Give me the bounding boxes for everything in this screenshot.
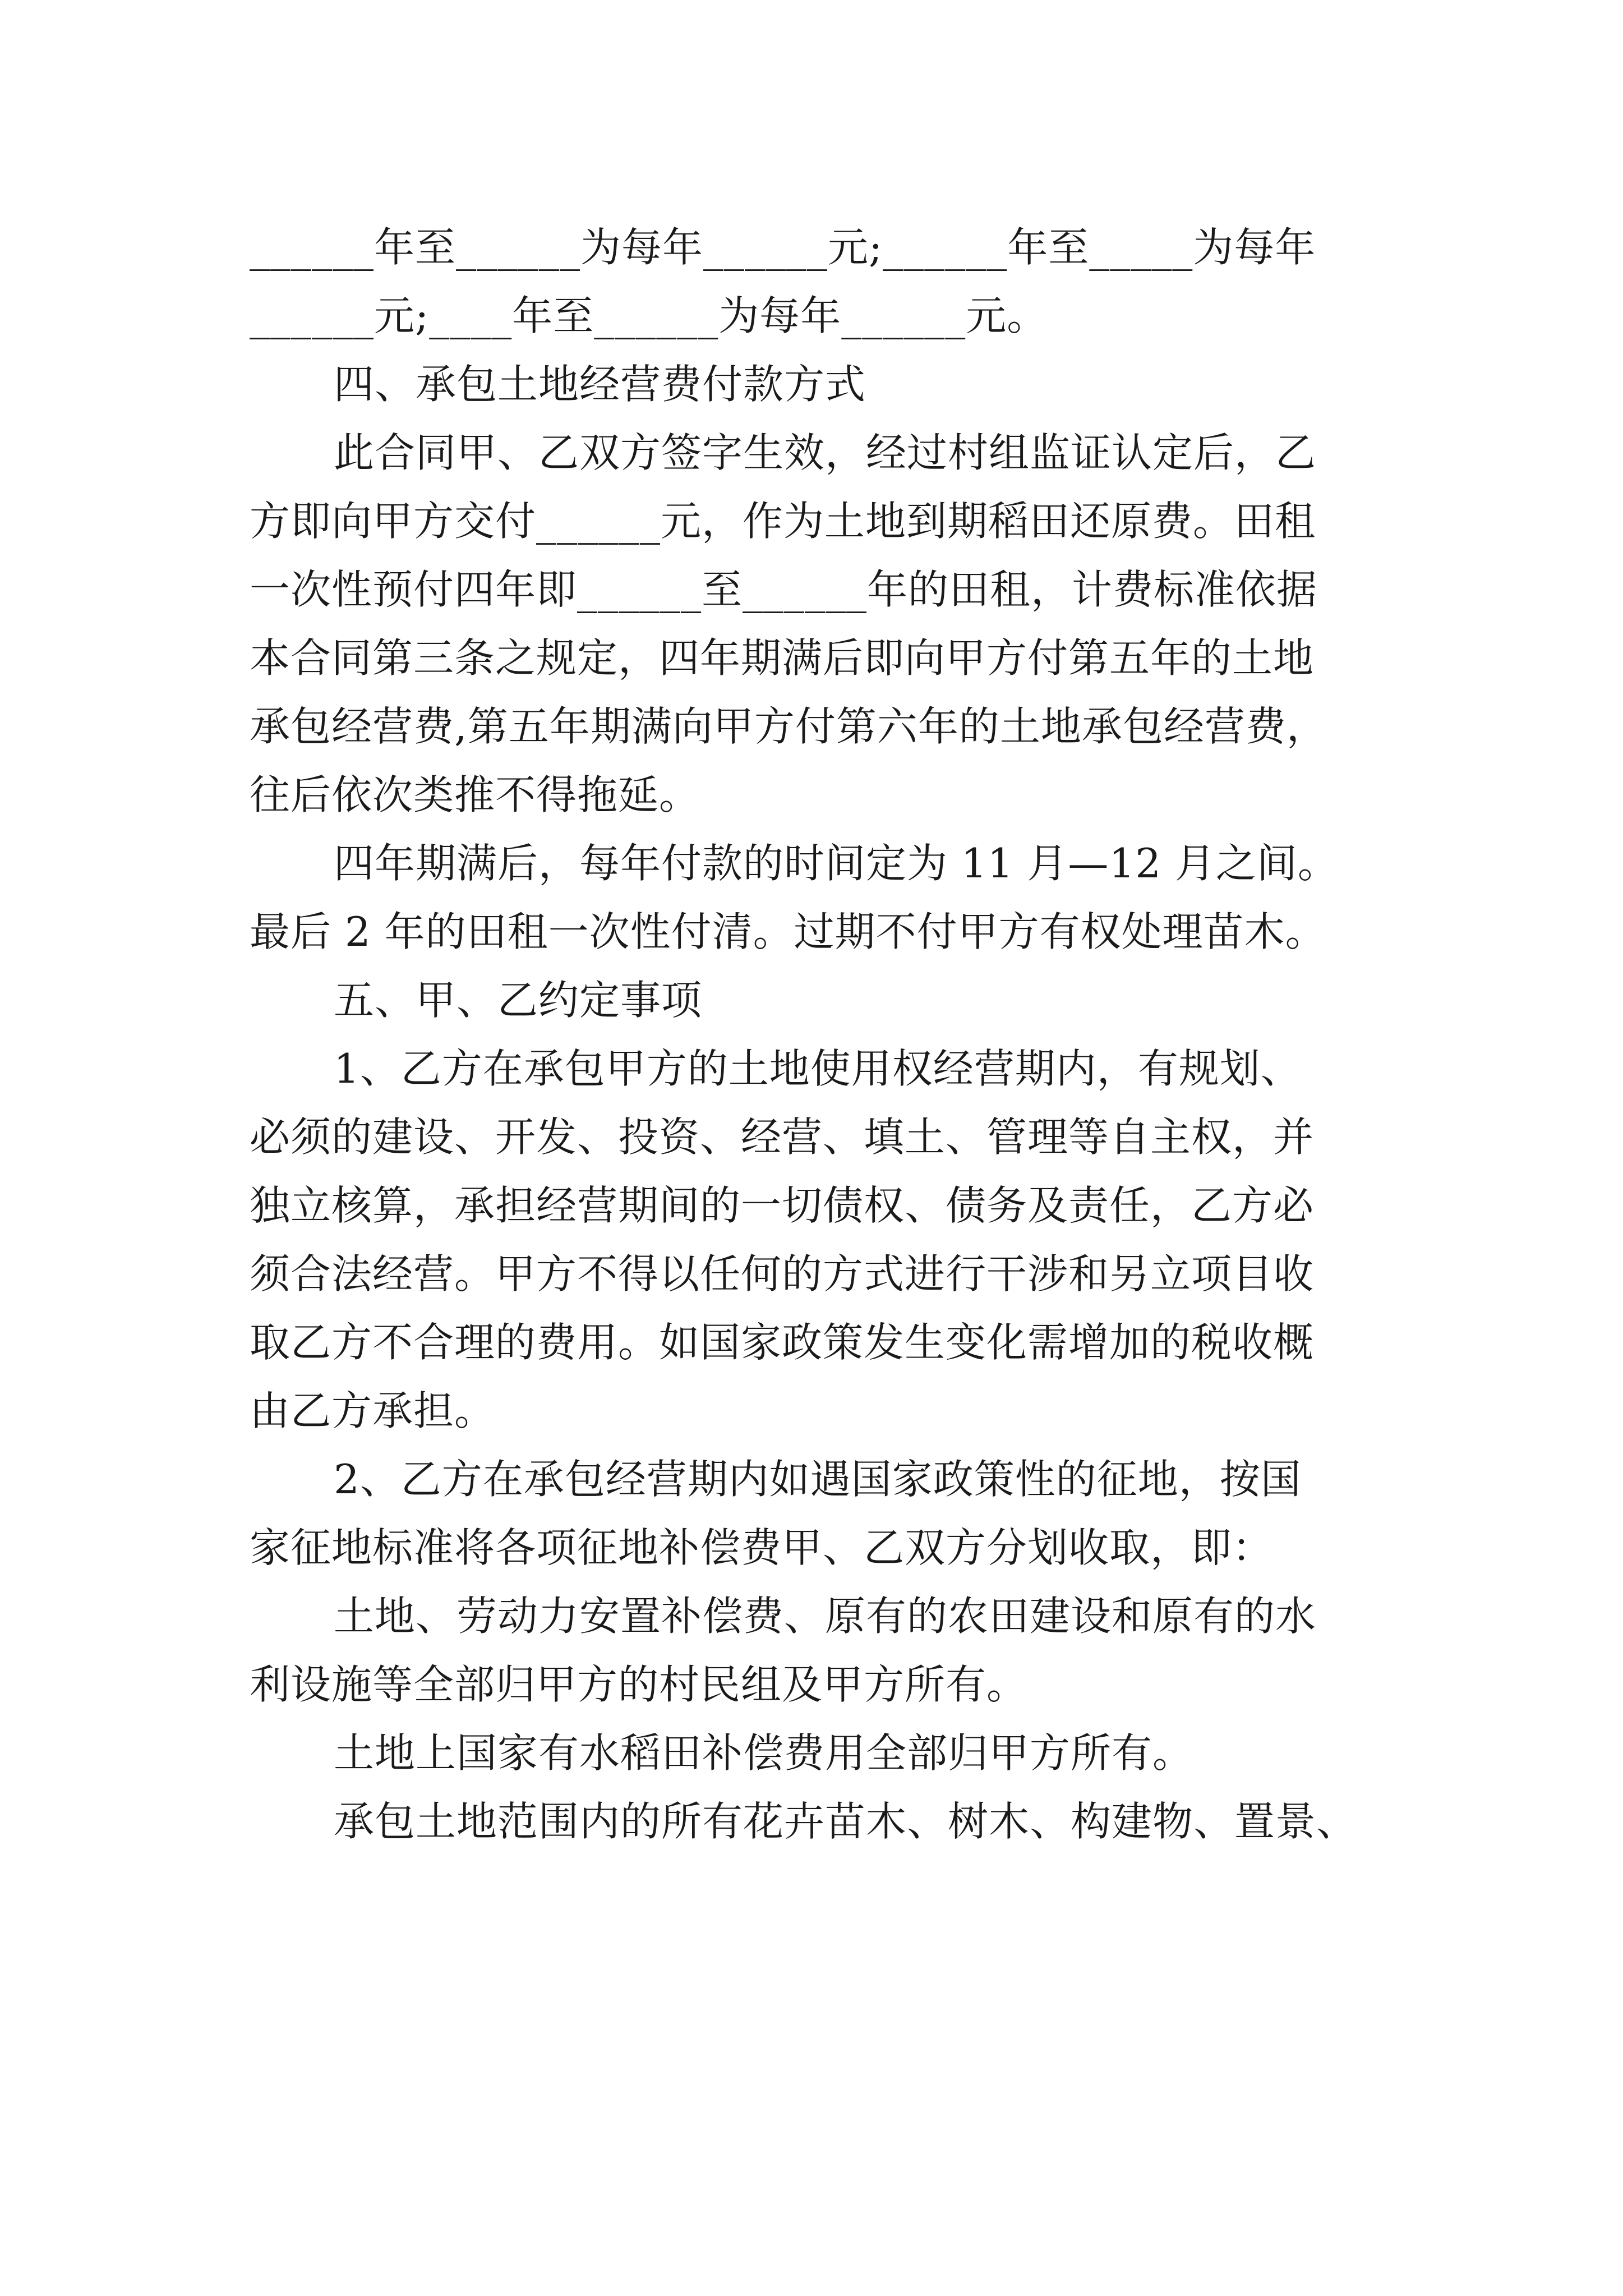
text-line: 四年期满后，每年付款的时间定为 11 月—12 月之间。 xyxy=(334,840,1339,887)
text-line: 利设施等全部归甲方的村民组及甲方所有。 xyxy=(250,1661,1028,1708)
section-heading: 五、甲、乙约定事项 xyxy=(334,977,703,1024)
text-line: 1、乙方在承包甲方的土地使用权经营期内，有规划、 xyxy=(334,1045,1302,1092)
text-line: 此合同甲、乙双方签字生效，经过村组监证认定后，乙 xyxy=(334,429,1317,476)
text-line: 须合法经营。甲方不得以任何的方式进行干涉和另立项目收 xyxy=(250,1250,1315,1297)
text-line: 往后依次类推不得拖延。 xyxy=(250,771,700,818)
text-line: ______年至______为每年______元;______年至_____为每年 xyxy=(250,224,1316,271)
text-line: 必须的建设、开发、投资、经营、填土、管理等自主权，并 xyxy=(250,1114,1315,1161)
text-line: 方即向甲方交付______元，作为土地到期稻田还原费。田租 xyxy=(250,498,1316,545)
document-page xyxy=(250,213,1382,1856)
text-line: 2、乙方在承包经营期内如遇国家政策性的征地，按国 xyxy=(334,1456,1302,1503)
text-line: 最后 2 年的田租一次性付清。过期不付甲方有权处理苗木。 xyxy=(250,908,1326,955)
text-line: 本合同第三条之规定，四年期满后即向甲方付第五年的土地 xyxy=(250,634,1315,682)
text-line: 一次性预付四年即______至______年的田租，计费标准依据 xyxy=(250,566,1318,613)
text-line: 家征地标准将各项征地补偿费甲、乙双方分划收取，即： xyxy=(250,1524,1274,1571)
text-line: 承包经营费,第五年期满向甲方付第六年的土地承包经营费， xyxy=(250,703,1327,750)
text-line: 承包土地范围内的所有花卉苗木、树木、构建物、置景、 xyxy=(334,1798,1358,1845)
text-line: 独立核算，承担经营期间的一切债权、债务及责任，乙方必 xyxy=(250,1182,1315,1229)
text-line: 取乙方不合理的费用。如国家政策发生变化需增加的税收概 xyxy=(250,1319,1315,1366)
text-line: ______元;____年至______为每年______元。 xyxy=(250,292,1048,339)
text-line: 土地上国家有水稻田补偿费用全部归甲方所有。 xyxy=(334,1729,1194,1777)
text-line: 土地、劳动力安置补偿费、原有的农田建设和原有的水 xyxy=(334,1593,1317,1640)
text-line: 由乙方承担。 xyxy=(250,1387,496,1434)
section-heading: 四、承包土地经营费付款方式 xyxy=(334,361,866,408)
